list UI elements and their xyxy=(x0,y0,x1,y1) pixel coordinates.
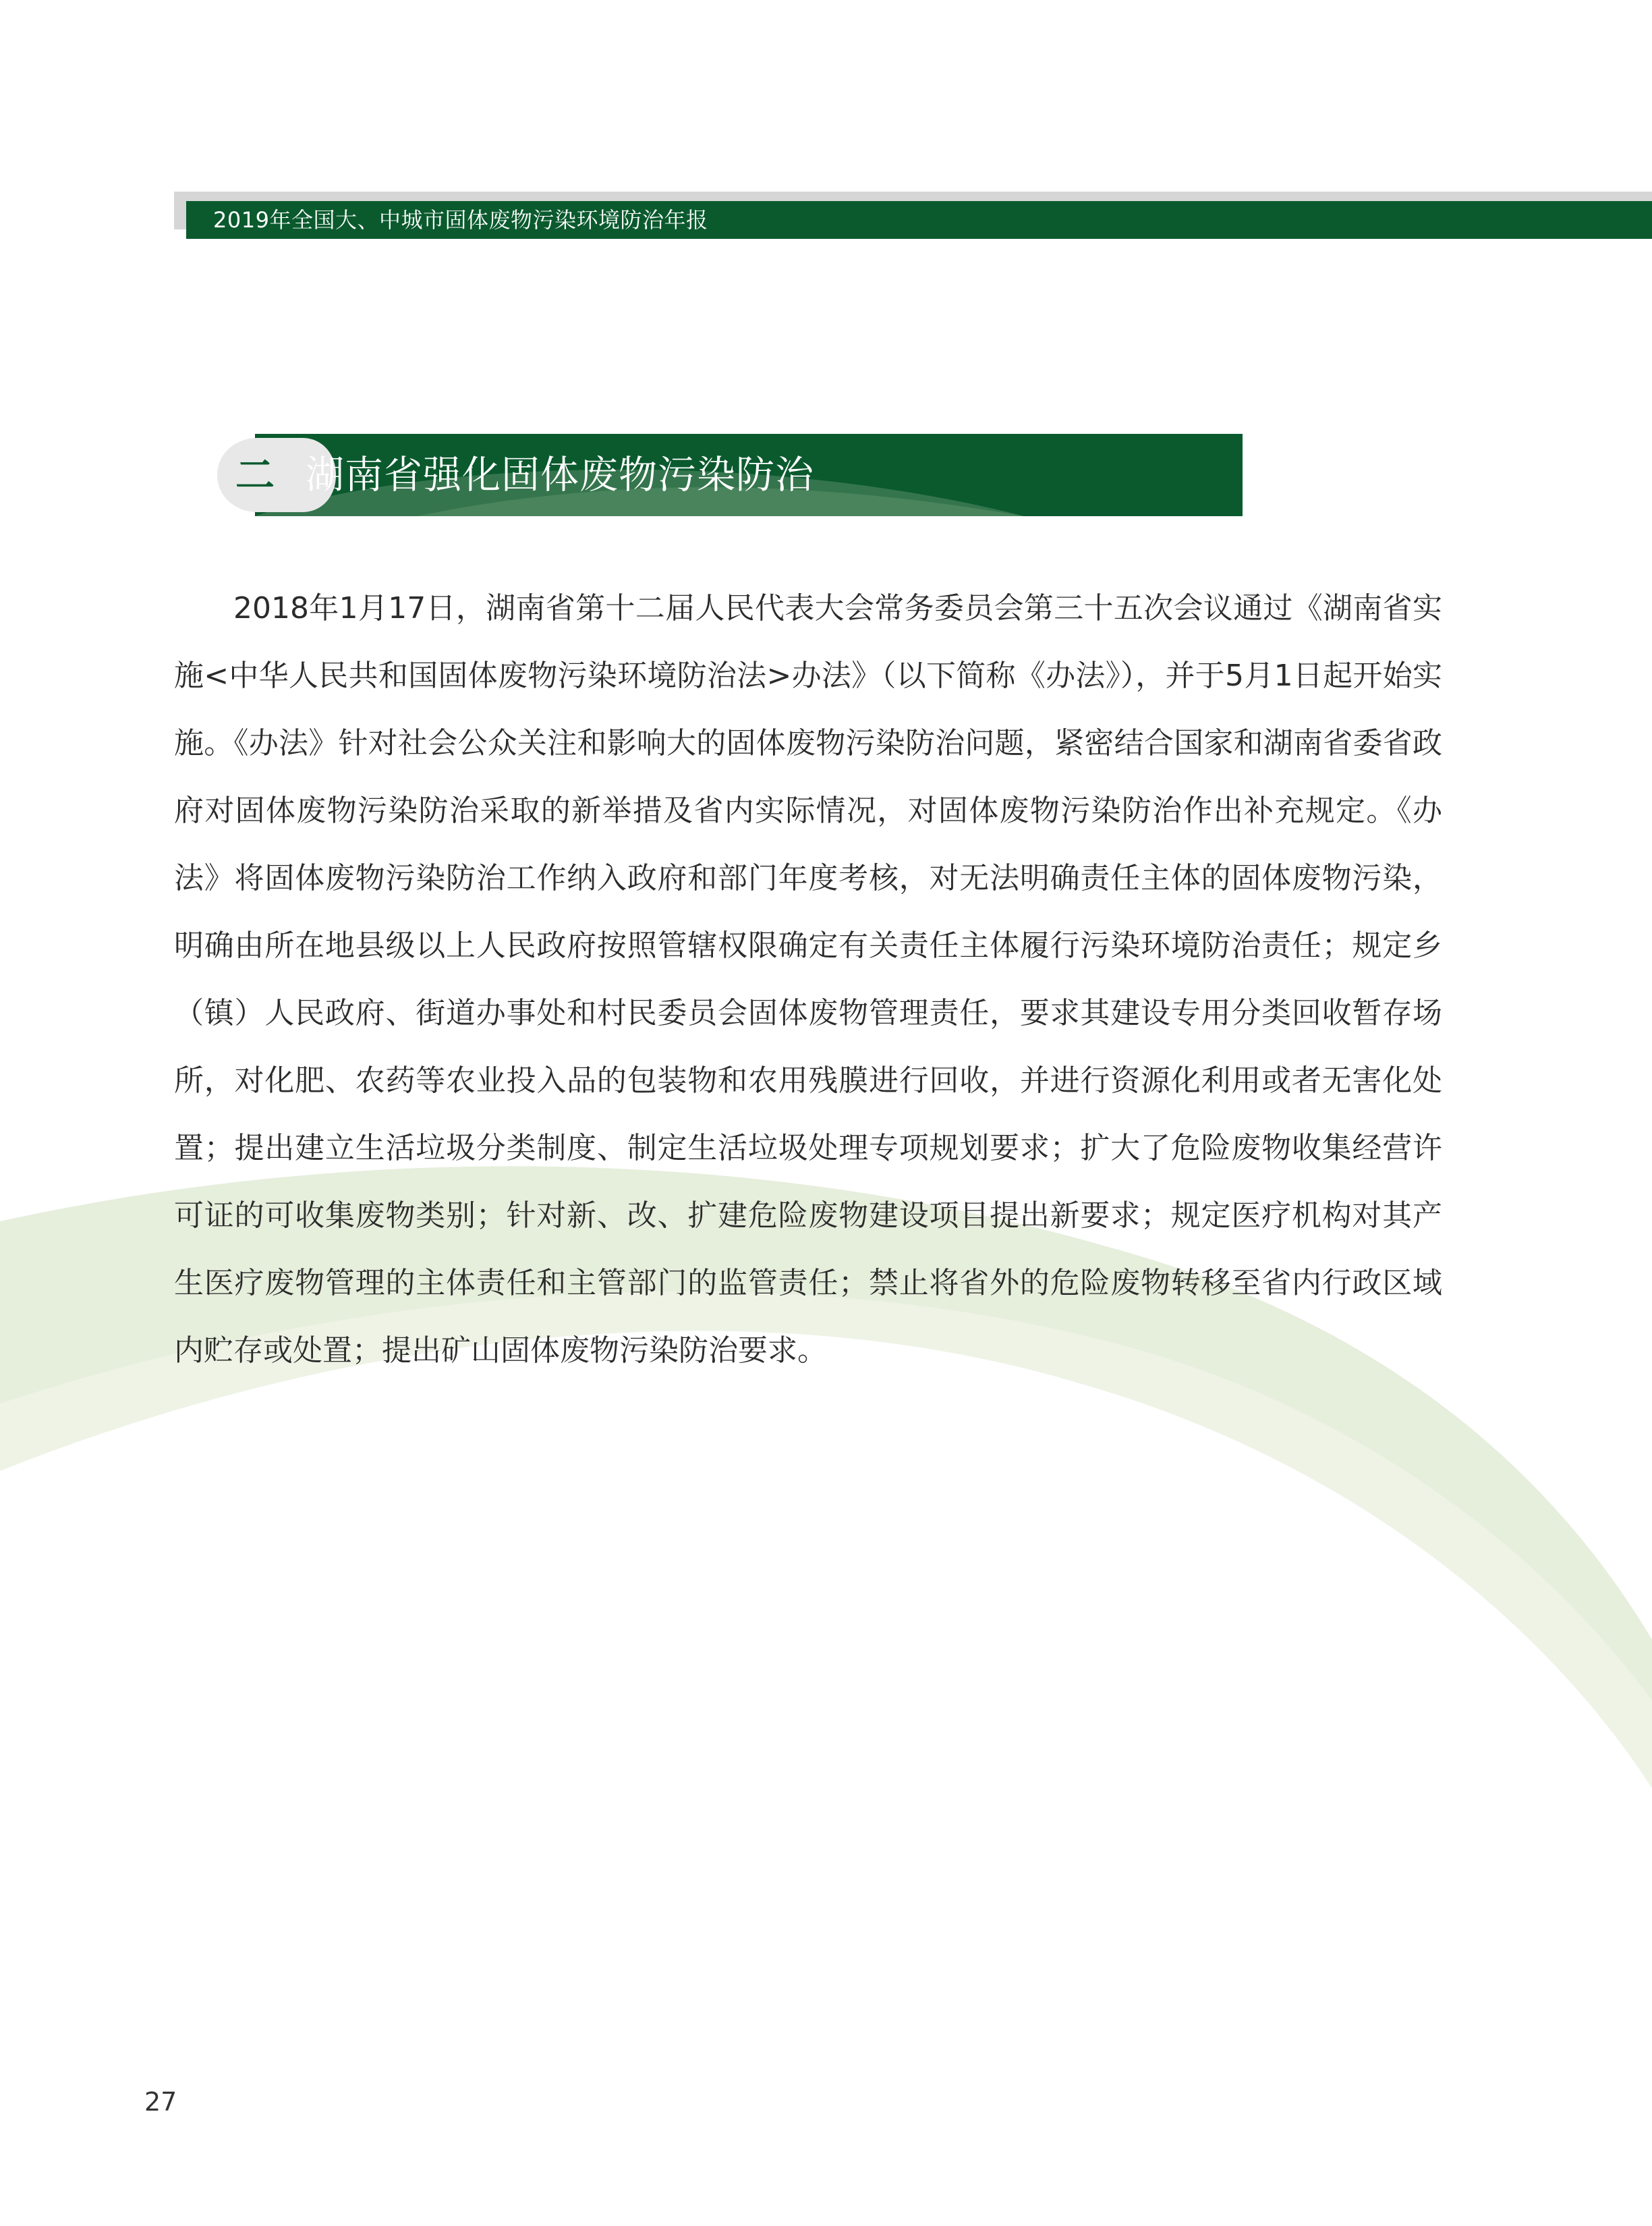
section-heading xyxy=(215,434,1243,516)
header-gray-stripe xyxy=(174,192,1652,201)
section-number: 二 xyxy=(235,452,275,498)
page-number: 27 xyxy=(144,2087,177,2117)
body-paragraph: 2018年1月17日，湖南省第十二届人民代表大会常务委员会第三十五次会议通过《湖南省实施<中华人民共和国固体废物污染环境防治法>办法》（以下简称《办法》），并于5月1日起开始实施。《办法》针对社会公众关注和影响大的固体废物污染防治问题，紧密结合国家和湖南省委省政府对固体废物污染防治采取的新举措及省内实际情况，对固体废物污染防治作出补充规定。《办法》将固体废物污染防治工作纳入政府和部门年度考核，对无法明确责任主体的固体废物污染，明确由所在地县级以上人民政府按照管辖权限确定有关责任主体履行污染环境防治责任；规定乡（镇）人民政府、街道办事处和村民委员会固体废物管理责任，要求其建设专用分类回收暂存场所，对化肥、农药等农业投入品的包装物和农用残膜进行回收，并进行资源化利用或者无害化处置；提出建立生活垃圾分类制度、制定生活垃圾处理专项规划要求；扩大了危险废物收集经营许可证的可收集废物类别；针对新、改、扩建危险废物建设项目提出新要求；规定医疗机构对其产生医疗废物管理的主体责任和主管部门的监管责任；禁止将省外的危险废物转移至省内行政区域内贮存或处置；提出矿山固体废物污染防治要求。 xyxy=(174,591,1442,1368)
section-title: 湖南省强化固体废物污染防治 xyxy=(306,453,814,497)
report-header xyxy=(174,192,1652,239)
report-title: 2019年全国大、中城市固体废物污染环境防治年报 xyxy=(213,207,708,233)
header-gray-corner xyxy=(174,192,186,229)
